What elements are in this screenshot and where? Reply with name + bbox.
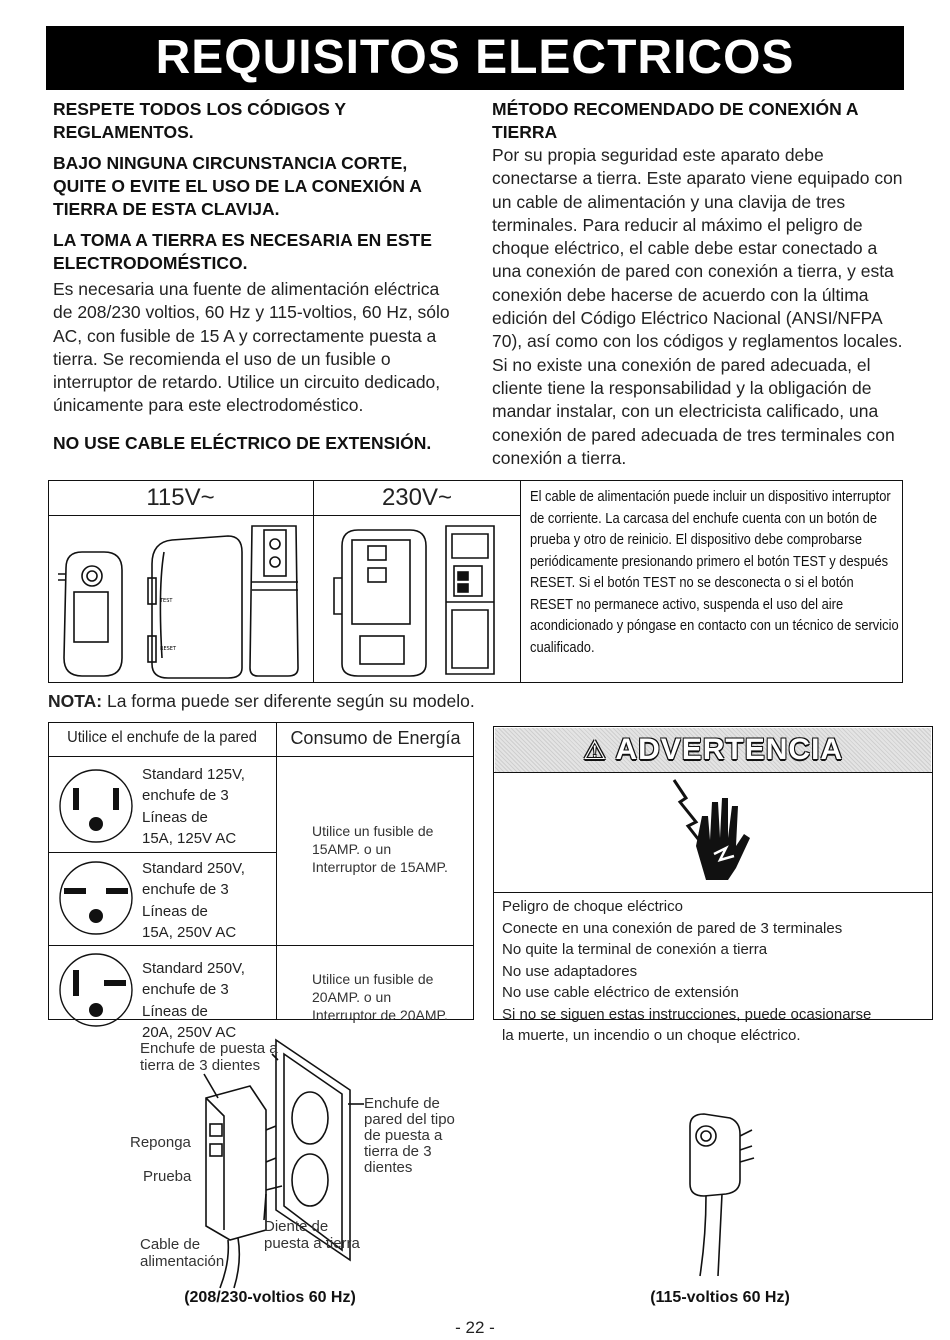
label-outlet-line-2: pared del tipo <box>364 1111 455 1128</box>
warning-triangle-icon: ⚠ <box>582 735 608 765</box>
row-2-line-1: Standard 250V, <box>142 860 245 877</box>
heading-respete: RESPETE TODOS LOS CÓDIGOS Y REGLAMENTOS. <box>53 99 346 142</box>
nota-text: La forma puede ser diferente según su modelo. <box>102 691 475 711</box>
power-15a-line-3: Interruptor de 15AMP. <box>312 859 448 875</box>
right-column <box>492 98 904 470</box>
heading-bajo-ninguna: BAJO NINGUNA CIRCUNSTANCIA CORTE, QUITE O EVITE EL USO DE LA CONEXIÓN A TIERRA DE ESTA CLAVIJA. <box>53 153 422 219</box>
label-outlet-line-4: tierra de 3 <box>364 1143 432 1160</box>
heading-no-extension: NO USE CABLE ELÉCTRICO DE EXTENSIÓN. <box>53 432 432 453</box>
warning-title-line <box>493 772 933 773</box>
power-20a <box>312 970 472 1024</box>
outlet-row-1-desc <box>142 764 272 849</box>
warning-line-3: No quite la terminal de conexión a tierra <box>502 941 768 958</box>
plug-230v-illustration <box>318 518 518 680</box>
outlet-250v-20a-icon <box>56 950 136 1030</box>
outlet-row-2-desc <box>142 858 272 943</box>
heading-metodo: MÉTODO RECOMENDADO DE CONEXIÓN A TIERRA <box>492 99 858 142</box>
outlet-125v-icon <box>56 766 136 846</box>
label-test: Prueba <box>143 1168 192 1185</box>
outlet-header-left: Utilice el enchufe de la pared <box>67 729 257 746</box>
warning-line-5: No use cable eléctrico de extensión <box>502 984 739 1001</box>
label-power-cord <box>140 1236 224 1270</box>
outlet-row-line-1 <box>48 852 276 853</box>
left-column <box>53 98 453 455</box>
label-cord-line-2: alimentación <box>140 1253 225 1270</box>
label-outlet-line-5: dientes <box>364 1159 413 1176</box>
col-230v-header: 230V~ <box>381 484 453 511</box>
label-ground-line-1: Diente de <box>264 1218 329 1235</box>
paragraph-requisitos: Es necesaria una fuente de alimentación eléctrica de 208/230 voltios, 60 Hz y 115-voltios, 60 Hz, sólo AC, con fusible de 15 A y correctamente puesta a tierra. Se recomienda el uso de un fusible o interruptor de retardo. Utilice un circuito dedicado, únicamente para este electrodoméstico. <box>53 279 450 416</box>
warning-line-1: Peligro de choque eléctrico <box>502 898 683 915</box>
label-plug-line-2: tierra de 3 dientes <box>140 1057 261 1074</box>
electric-shock-hand-icon <box>666 776 762 886</box>
row-1-line-4: 15A, 125V AC <box>142 829 237 847</box>
power-15a-line-2: 15AMP. o un <box>312 841 392 857</box>
paragraph-metodo: Por su propia seguridad este aparato debe conectarse a tierra. Este aparato viene equipado con un cable de alimentación y una clavija de tres terminales. Para reducir al máximo el peligro de choque eléctrico, el cable debe estar conectado a una conexión de pared con conexión a tierra, y esta conexión debe hacerse de acuerdo con la última edición del Código Eléctrico Nacional (ANSI/NFPA 70), así como con los códigos y reglamentos locales. Si no existe una conexión de pared adecuada, el cliente tiene la responsabilidad y la obligación de mandar instalar, con un electricista calificado, una conexión de pared adecuada de tres terminales con conexión a tierra. <box>492 145 903 468</box>
plug-table-divider-2 <box>520 480 521 683</box>
row-3-line-3: Líneas de <box>142 1002 208 1020</box>
row-2-line-2: enchufe de 3 <box>142 881 229 899</box>
warning-title: ADVERTENCIA <box>615 733 844 766</box>
row-3-line-2: enchufe de 3 <box>142 981 229 999</box>
caption-208-230v: (208/230-voltios 60 Hz) <box>184 1289 356 1306</box>
plug-115v-diagram <box>660 1106 770 1286</box>
row-1-line-3: Líneas de <box>142 808 208 826</box>
caption-115v: (115-voltios 60 Hz) <box>650 1289 790 1306</box>
plug-table-note: El cable de alimentación puede incluir un dispositivo interruptor de corriente. La carcasa del enchufe cuenta con un botón de prueba y otro de reinicio. El dispositivo debe comprobarse periódicamente presionando primero el botón TEST y después RESET. Si el botón TEST no se desconecta o si el botón RESET no permanece activo, suspenda el uso del aire acondicionado y póngase en contacto con un técnico de servicio cualificado. <box>530 488 899 656</box>
outlet-table-divider <box>276 722 277 1020</box>
col-115v-header: 115V~ <box>146 484 215 511</box>
row-3-line-4: 20A, 250V AC <box>142 1023 237 1041</box>
power-15a-line-1: Utilice un fusible de <box>312 823 434 839</box>
power-20a-line-1: Utilice un fusible de <box>312 971 434 987</box>
label-outlet-line-3: de puesta a <box>364 1127 443 1144</box>
test-label-small: TEST <box>160 598 173 604</box>
warning-line-6: Si no se siguen estas instrucciones, puede ocasionarse <box>502 1005 872 1023</box>
label-plug-line-1: Enchufe de puesta a <box>140 1040 278 1057</box>
page-number: - 22 - <box>455 1318 495 1337</box>
outlet-table-header-line <box>48 756 474 757</box>
label-3-prong-plug <box>140 1040 278 1074</box>
power-15a <box>312 822 472 876</box>
warning-image-line <box>493 892 933 893</box>
label-ground-prong <box>264 1218 360 1252</box>
row-1-line-2: enchufe de 3 <box>142 787 229 805</box>
page-title: REQUISITOS ELECTRICOS <box>46 26 904 90</box>
row-1-line-1: Standard 125V, <box>142 766 245 783</box>
nota-line <box>48 690 648 713</box>
power-20a-line-2: 20AMP. o un <box>312 989 392 1005</box>
row-2-line-4: 15A, 250V AC <box>142 923 237 941</box>
warning-line-7: la muerte, un incendio o un choque eléctrico. <box>502 1027 801 1044</box>
warning-title-bar <box>495 728 931 772</box>
reset-label-small: RESET <box>160 646 177 652</box>
outlet-row-line-2 <box>48 945 474 946</box>
label-cord-line-1: Cable de <box>140 1236 201 1253</box>
warning-lines <box>502 896 932 1047</box>
label-reset: Reponga <box>130 1134 191 1151</box>
label-ground-line-2: puesta a tierra <box>264 1235 360 1252</box>
power-20a-line-3: Interruptor de 20AMP. <box>312 1007 448 1023</box>
outlet-250v-15a-icon <box>56 858 136 938</box>
plug-115v-illustration <box>52 518 310 680</box>
label-outlet-line-1: Enchufe de <box>364 1095 440 1112</box>
outlet-header-right: Consumo de Energía <box>290 728 461 748</box>
heading-toma-tierra: LA TOMA A TIERRA ES NECESARIA EN ESTE ELECTRODOMÉSTICO. <box>53 230 432 273</box>
warning-line-2: Conecte en una conexión de pared de 3 terminales <box>502 919 843 937</box>
row-2-line-3: Líneas de <box>142 902 208 920</box>
warning-line-4: No use adaptadores <box>502 962 638 980</box>
label-wall-outlet <box>364 1096 455 1176</box>
nota-label: NOTA: <box>48 691 103 711</box>
row-3-line-1: Standard 250V, <box>142 960 245 977</box>
plug-table-header-line <box>48 515 521 516</box>
